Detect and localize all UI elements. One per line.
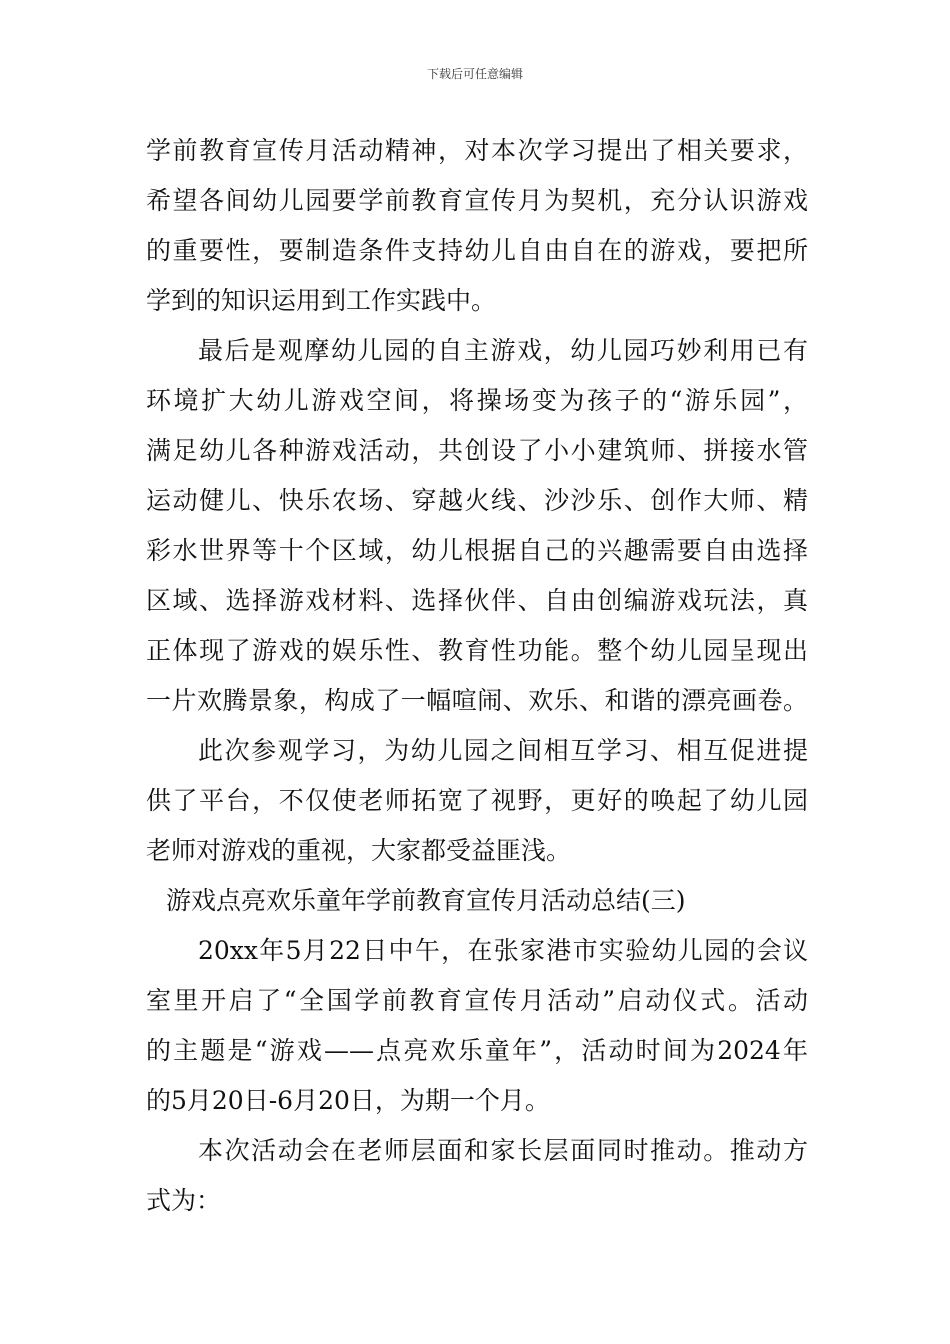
text-line: 学前教育宣传月活动精神，对本次学习提出了相关要求，: [146, 136, 808, 165]
text-line: 希望各间幼儿园要学前教育宣传月为契机，充分认识游戏: [146, 186, 808, 215]
text-line: 的5月20日-6月20日，为期一个月。: [146, 1086, 550, 1115]
page-header-note: 下载后可任意编辑: [426, 67, 523, 81]
text-line: 学到的知识运用到工作实践中。: [146, 286, 497, 315]
text-line: 最后是观摩幼儿园的自主游戏，幼儿园巧妙利用已有: [198, 336, 808, 365]
text-line: 一片欢腾景象，构成了一幅喧闹、欢乐、和谐的漂亮画卷。: [146, 686, 808, 715]
text-line: 满足幼儿各种游戏活动，共创设了小小建筑师、拼接水管: [146, 436, 808, 465]
document-body: [146, 126, 808, 1226]
text-line: 此次参观学习，为幼儿园之间相互学习、相互促进提: [198, 736, 808, 765]
text-line: 运动健儿、快乐农场、穿越火线、沙沙乐、创作大师、精: [146, 486, 808, 515]
text-line: 环境扩大幼儿游戏空间，将操场变为孩子的“游乐园”，: [146, 386, 808, 415]
text-line: 式为：: [146, 1186, 222, 1215]
text-line: 的重要性，要制造条件支持幼儿自由自在的游戏，要把所: [146, 236, 808, 265]
text-line: 的主题是“游戏——点亮欢乐童年”，活动时间为2024年: [146, 1036, 808, 1065]
text-line: 室里开启了“全国学前教育宣传月活动”启动仪式。活动: [146, 986, 808, 1015]
text-line: 本次活动会在老师层面和家长层面同时推动。推动方: [198, 1136, 808, 1165]
text-line: 供了平台，不仅使老师拓宽了视野，更好的唤起了幼儿园: [146, 786, 808, 815]
text-line: 区域、选择游戏材料、选择伙伴、自由创编游戏玩法，真: [146, 586, 808, 615]
text-line: 20xx年5月22日中午，在张家港市实验幼儿园的会议: [198, 936, 808, 965]
text-line: 彩水世界等十个区域，幼儿根据自己的兴趣需要自由选择: [146, 536, 808, 565]
text-line: 老师对游戏的重视，大家都受益匪浅。: [146, 836, 572, 865]
section-title: 游戏点亮欢乐童年学前教育宣传月活动总结(三): [166, 886, 686, 915]
text-line: 正体现了游戏的娱乐性、教育性功能。整个幼儿园呈现出: [146, 636, 808, 665]
